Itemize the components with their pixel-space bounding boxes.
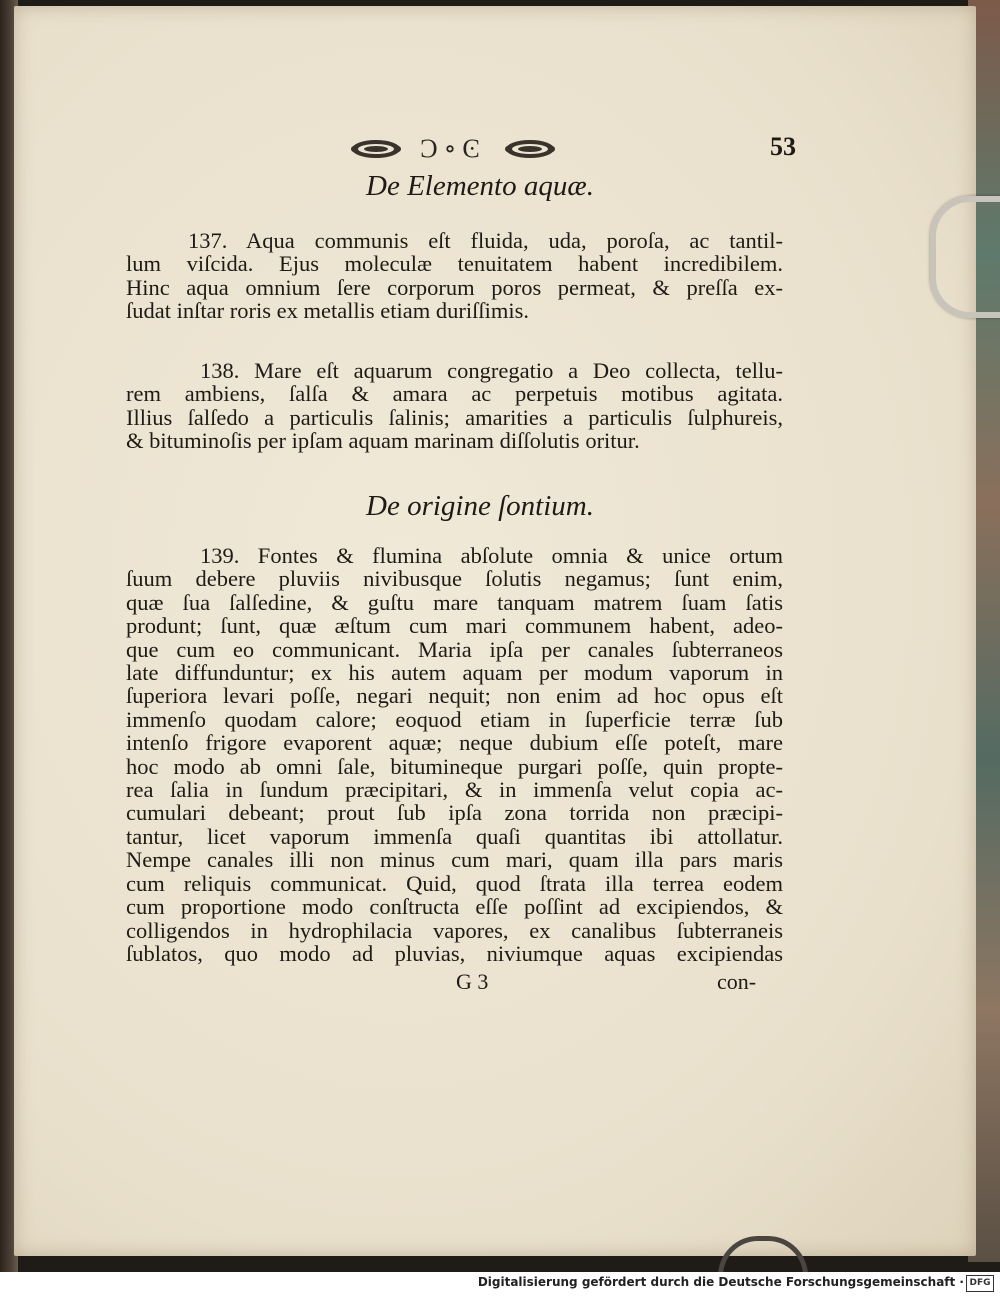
ornament-center: Ͻ∘Ͼ xyxy=(420,134,486,163)
text-line: cum reliquis communicat. Quid, quod ſtrata illa terrea eodem xyxy=(126,870,783,896)
section-heading-origine-fontium: De origine ſontium. xyxy=(366,490,594,522)
text-line: ſublatos, quo modo ad pluvias, niviumque aquas excipiendas xyxy=(126,940,783,966)
text-line: 138. Mare eſt aquarum congregatio a Deo collecta, tellu- xyxy=(200,358,783,383)
leaf-ornament-icon xyxy=(348,136,404,162)
paragraph-137 xyxy=(126,229,783,323)
paragraph-138 xyxy=(126,359,783,453)
text-line: ſudat inſtar roris ex metallis etiam duriſſimis. xyxy=(126,298,530,324)
text-line: cumulari debeant; prout ſub ipſa zona torrida non præcipi- xyxy=(126,800,783,826)
text-line: immenſo quodam calore; eoquod etiam in ſuperficie terræ ſub xyxy=(126,706,783,732)
digitization-footer xyxy=(0,1272,1000,1296)
text-line: colligendos in hydrophilacia vapores, ex canalibus ſubterraneis xyxy=(126,917,783,943)
text-line: quæ ſua ſalſedine, & guſtu mare tanquam matrem ſuam ſatis xyxy=(126,589,783,615)
text-line: & bituminoſis per ipſam aquam marinam diſſolutis oritur. xyxy=(126,428,640,454)
text-line: Hinc aqua omnium ſere corporum poros permeat, & preſſa ex- xyxy=(126,274,783,300)
catchword: con- xyxy=(717,969,757,994)
text-line: ſuum debere pluviis nivibusque ſolutis negamus; ſunt enim, xyxy=(126,566,783,592)
dfg-logo-icon: DFG xyxy=(966,1275,994,1292)
text-line: hoc modo ab omni ſale, bitumineque purgari poſſe, quin propte- xyxy=(126,753,783,779)
paragraph-139 xyxy=(126,544,783,965)
text-line: 139. Fontes & flumina abſolute omnia & unice ortum xyxy=(200,543,783,568)
text-line: ſuperiora levari poſſe, negari nequit; non enim ad hoc opus eſt xyxy=(126,683,783,709)
text-line: lum viſcida. Ejus moleculæ tenuitatem habent incredibilem. xyxy=(126,251,783,277)
text-line: 137. Aqua communis eſt fluida, uda, poroſa, ac tantil- xyxy=(188,228,783,253)
text-line: tantur, licet vaporum immenſa quaſi quantitas ibi attollatur. xyxy=(126,823,783,849)
text-line: rem ambiens, ſalſa & amara ac perpetuis motibus agitata. xyxy=(126,381,783,407)
text-line: que cum eo communicant. Maria ipſa per canales ſubterraneos xyxy=(126,636,783,662)
text-line: intenſo frigore evaporent aquæ; neque dubium eſſe poteſt, mare xyxy=(126,730,783,756)
section-heading-elemento-aquae: De Elemento aquæ. xyxy=(366,170,594,202)
leaf-ornament-icon xyxy=(502,136,558,162)
text-line: Illius ſalſedo a particulis ſalinis; amarities a particulis ſulphureis, xyxy=(126,404,783,430)
footer-credit: Digitalisierung gefördert durch die Deutsche Forschungsgemeinschaft · xyxy=(477,1275,964,1289)
page-clip xyxy=(930,196,1000,318)
text-line: rea ſalia in ſundum præcipitari, & in immenſa velut copia ac- xyxy=(126,777,783,803)
header-ornament xyxy=(348,132,558,166)
text-line: cum proportione modo conſtructa eſſe poſſint ad excipiendos, & xyxy=(126,894,783,920)
page-number: 53 xyxy=(770,132,796,161)
text-line: late diffunduntur; ex his autem aquam per modum vaporum in xyxy=(126,660,783,686)
signature-mark: G 3 xyxy=(456,969,489,994)
text-line: produnt; ſunt, quæ æſtum cum mari communem habent, adeo- xyxy=(126,613,783,639)
text-line: Nempe canales illi non minus cum mari, quam illa pars maris xyxy=(126,847,783,873)
